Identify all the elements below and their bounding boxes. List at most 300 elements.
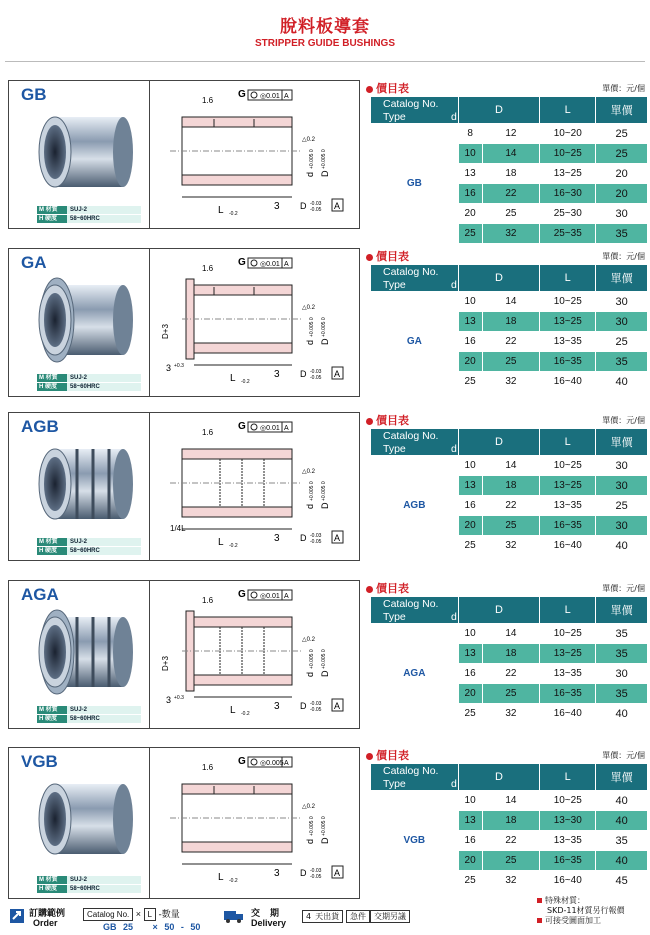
svg-text:G: G	[238, 257, 246, 268]
price-table-header	[366, 412, 645, 426]
svg-text:3: 3	[166, 363, 172, 373]
cell-d: 10	[458, 624, 482, 644]
cell-price: 35	[596, 624, 648, 644]
table-row	[371, 124, 648, 144]
bushing-photo	[27, 772, 135, 872]
svg-text:3: 3	[274, 369, 280, 380]
cell-L: 10~25	[540, 791, 596, 811]
svg-text:D: D	[320, 502, 330, 509]
cell-price: 40	[596, 536, 648, 556]
col-D: D	[458, 597, 540, 624]
svg-text:◎0.01: ◎0.01	[260, 261, 280, 268]
product-code: AGA	[21, 585, 59, 604]
cell-L: 16~35	[540, 516, 596, 536]
svg-text:D: D	[320, 170, 330, 177]
cell-L: 13~25	[540, 312, 596, 332]
qty-label: -數量	[158, 910, 180, 920]
cell-D: 18	[482, 644, 540, 664]
cell-d: 8	[458, 124, 482, 144]
svg-text:◎0.01: ◎0.01	[260, 425, 280, 432]
cell-price: 35	[596, 644, 648, 664]
svg-text:△0.2: △0.2	[302, 637, 315, 643]
cell-L: 16~35	[540, 684, 596, 704]
unit-label: 單價：元/個	[602, 84, 645, 93]
svg-text:1.6: 1.6	[202, 96, 214, 105]
title-divider	[5, 61, 645, 62]
svg-text:△0.2: △0.2	[302, 137, 315, 143]
cell-price: 45	[596, 871, 648, 891]
svg-text:A: A	[284, 93, 289, 100]
material-spec	[37, 876, 141, 894]
order-example: GB 25 × 50 - 50	[103, 922, 201, 932]
catalog-header: Catalog No. Type d	[371, 764, 459, 791]
unit-label: 單價：元/個	[602, 751, 645, 760]
price-table-header	[366, 580, 645, 594]
bushing-photo	[27, 273, 135, 373]
cell-D: 32	[482, 372, 540, 392]
col-L: L	[540, 97, 596, 124]
cell-L: 25~35	[540, 224, 596, 244]
cell-price: 20	[596, 184, 648, 204]
urgent-box: 急件	[346, 910, 370, 923]
cell-D: 32	[482, 871, 540, 891]
cell-d: 25	[458, 224, 482, 244]
cell-d: 10	[458, 144, 482, 164]
material-spec	[37, 538, 141, 556]
cell-price: 35	[596, 684, 648, 704]
cell-L: 13~35	[540, 831, 596, 851]
svg-text:+0.005 0: +0.005 0	[309, 481, 315, 501]
svg-text:+0.005 0: +0.005 0	[309, 317, 315, 337]
order-icon	[9, 908, 25, 926]
cell-price: 30	[596, 664, 648, 684]
cell-price: 35	[596, 352, 648, 372]
cell-price: 25	[596, 332, 648, 352]
product-code: AGB	[21, 417, 59, 436]
section-vgb	[5, 747, 645, 897]
cell-d: 13	[458, 811, 482, 831]
svg-text:A: A	[284, 593, 289, 600]
cell-d: 16	[458, 496, 482, 516]
svg-text:D: D	[300, 369, 307, 379]
cell-D: 32	[482, 536, 540, 556]
svg-text:D+3: D+3	[161, 324, 170, 339]
col-L: L	[540, 429, 596, 456]
technical-drawing	[150, 581, 358, 733]
cell-D: 22	[482, 664, 540, 684]
svg-text:-0.2: -0.2	[241, 379, 250, 385]
cell-price: 30	[596, 456, 648, 476]
product-figure-panel	[8, 80, 360, 229]
svg-text:d: d	[305, 503, 315, 509]
cell-d: 10	[458, 292, 482, 312]
cell-price: 40	[596, 704, 648, 724]
svg-text:△0.2: △0.2	[302, 305, 315, 311]
svg-text:d: d	[305, 171, 315, 177]
hardness-key: H 硬度	[37, 715, 67, 723]
cell-d: 13	[458, 164, 482, 184]
col-L: L	[540, 265, 596, 292]
section-agb	[5, 412, 645, 559]
bushing-photo	[27, 105, 135, 205]
svg-text:G: G	[238, 756, 246, 767]
cell-d: 20	[458, 851, 482, 871]
svg-text:G: G	[238, 589, 246, 600]
cell-L: 10~25	[540, 456, 596, 476]
col-price: 單價	[596, 265, 648, 292]
svg-text:1.6: 1.6	[202, 264, 214, 273]
cell-d: 10	[458, 791, 482, 811]
svg-text:A: A	[334, 369, 341, 379]
price-table-header	[366, 747, 645, 761]
col-price: 單價	[596, 429, 648, 456]
cell-D: 32	[482, 704, 540, 724]
svg-text:d: d	[305, 838, 315, 844]
svg-text:-0.05: -0.05	[310, 539, 322, 545]
catalog-header: Catalog No. Type d	[371, 429, 459, 456]
table-row	[371, 624, 648, 644]
svg-text:+0.005 0: +0.005 0	[321, 816, 327, 836]
cell-price: 25	[596, 124, 648, 144]
cell-D: 22	[482, 184, 540, 204]
price-table	[370, 96, 648, 244]
svg-text:+0.005 0: +0.005 0	[309, 816, 315, 836]
times-sign: ×	[135, 909, 142, 919]
svg-text:G: G	[238, 89, 246, 100]
technical-drawing	[150, 81, 358, 233]
cell-L: 16~40	[540, 704, 596, 724]
section-aga	[5, 580, 645, 727]
cell-D: 18	[482, 811, 540, 831]
cell-d: 20	[458, 684, 482, 704]
cell-L: 16~35	[540, 352, 596, 372]
price-table-title: 價目表	[366, 248, 409, 264]
svg-text:-0.2: -0.2	[229, 878, 238, 884]
svg-text:1/4L: 1/4L	[170, 524, 186, 533]
svg-text:+0.005 0: +0.005 0	[309, 149, 315, 169]
material-key: M 材質	[37, 206, 67, 214]
svg-text:3: 3	[274, 701, 280, 712]
col-D: D	[458, 265, 540, 292]
delivery-days-box: 4 天出貨	[302, 910, 343, 923]
cell-D: 25	[482, 204, 540, 224]
svg-text:+0.005 0: +0.005 0	[309, 649, 315, 669]
cell-D: 25	[482, 516, 540, 536]
cell-L: 13~30	[540, 811, 596, 831]
order-label-cn: 訂購範例	[29, 909, 66, 919]
cell-price: 40	[596, 851, 648, 871]
svg-text:◎0.01: ◎0.01	[260, 593, 280, 600]
cell-L: 16~30	[540, 184, 596, 204]
product-figure-panel	[8, 580, 360, 729]
cell-L: 16~40	[540, 871, 596, 891]
svg-text:L: L	[230, 705, 236, 716]
urgent-text: 交期另議	[370, 910, 410, 923]
hardness-value: 58~60HRC	[67, 215, 141, 223]
svg-text:-0.05: -0.05	[310, 207, 322, 213]
delivery-icon	[223, 908, 245, 926]
note-drawing-machining: 可接受圖面加工	[545, 916, 601, 925]
svg-text:A: A	[284, 425, 289, 432]
cell-d: 20	[458, 204, 482, 224]
cell-L: 16~40	[540, 536, 596, 556]
unit-label: 單價：元/個	[602, 252, 645, 261]
cell-d: 16	[458, 831, 482, 851]
cell-L: 10~25	[540, 624, 596, 644]
page-subtitle: STRIPPER GUIDE BUSHINGS	[254, 38, 396, 49]
col-price: 單價	[596, 97, 648, 124]
cell-price: 30	[596, 204, 648, 224]
cell-d: 13	[458, 644, 482, 664]
cell-price: 25	[596, 144, 648, 164]
svg-text:+0.005 0: +0.005 0	[321, 149, 327, 169]
cell-d: 25	[458, 372, 482, 392]
price-table-title: 價目表	[366, 580, 409, 596]
type-cell: GB	[371, 124, 459, 244]
cell-price: 25	[596, 496, 648, 516]
page-title: 脫料板導套	[280, 17, 370, 37]
type-cell: AGB	[371, 456, 459, 556]
cell-D: 32	[482, 224, 540, 244]
length-box: L	[144, 908, 156, 921]
svg-text:D: D	[300, 201, 307, 211]
cell-price: 30	[596, 516, 648, 536]
price-table-header	[366, 248, 645, 262]
svg-text:3: 3	[274, 201, 280, 212]
cell-D: 18	[482, 312, 540, 332]
hardness-key: H 硬度	[37, 215, 67, 223]
footer	[5, 896, 645, 934]
cell-L: 25~30	[540, 204, 596, 224]
svg-text:3: 3	[274, 533, 280, 544]
cell-D: 14	[482, 791, 540, 811]
cell-d: 20	[458, 352, 482, 372]
technical-drawing	[150, 748, 358, 903]
catalog-header: Catalog No. Type d	[371, 97, 459, 124]
svg-text:◎0.005: ◎0.005	[260, 760, 284, 767]
hardness-value: 58~60HRC	[67, 383, 141, 391]
cell-D: 14	[482, 144, 540, 164]
svg-text:A: A	[284, 760, 289, 767]
catalog-header: Catalog No. Type d	[371, 597, 459, 624]
cell-d: 13	[458, 312, 482, 332]
delivery-label-cn: 交期	[251, 909, 290, 919]
col-L: L	[540, 764, 596, 791]
svg-text:+0.005 0: +0.005 0	[321, 481, 327, 501]
col-D: D	[458, 764, 540, 791]
svg-text:D: D	[320, 837, 330, 844]
unit-label: 單價：元/個	[602, 584, 645, 593]
price-table	[370, 763, 648, 891]
hardness-key: H 硬度	[37, 885, 67, 893]
price-table-header	[366, 80, 645, 94]
section-gb	[5, 80, 645, 240]
material-spec	[37, 206, 141, 224]
svg-text:△0.2: △0.2	[302, 804, 315, 810]
material-value: SUJ-2	[67, 538, 141, 546]
cell-price: 40	[596, 372, 648, 392]
cell-D: 14	[482, 292, 540, 312]
type-cell: GA	[371, 292, 459, 392]
cell-d: 20	[458, 516, 482, 536]
svg-text:d: d	[305, 339, 315, 345]
cell-D: 18	[482, 476, 540, 496]
hardness-value: 58~60HRC	[67, 547, 141, 555]
svg-text:-0.2: -0.2	[229, 211, 238, 217]
col-price: 單價	[596, 597, 648, 624]
cell-d: 16	[458, 184, 482, 204]
cell-D: 14	[482, 624, 540, 644]
cell-L: 13~35	[540, 332, 596, 352]
svg-text:-0.2: -0.2	[241, 711, 250, 717]
cell-L: 13~35	[540, 496, 596, 516]
cell-D: 14	[482, 456, 540, 476]
svg-text:L: L	[230, 373, 236, 384]
cell-d: 25	[458, 704, 482, 724]
table-row	[371, 456, 648, 476]
section-ga	[5, 248, 645, 395]
cell-L: 10~20	[540, 124, 596, 144]
cell-L: 10~25	[540, 292, 596, 312]
catalog-no-box: Catalog No.	[83, 908, 133, 921]
cell-d: 25	[458, 536, 482, 556]
svg-text:L: L	[218, 872, 224, 883]
cell-D: 22	[482, 496, 540, 516]
svg-text:G: G	[238, 421, 246, 432]
svg-text:1.6: 1.6	[202, 763, 214, 772]
table-row	[371, 791, 648, 811]
svg-text:L: L	[218, 205, 224, 216]
svg-text:-0.03: -0.03	[310, 868, 322, 874]
material-value: SUJ-2	[67, 876, 141, 884]
delivery-label-en: Delivery	[251, 918, 287, 928]
price-table-title: 價目表	[366, 412, 409, 428]
cell-price: 40	[596, 811, 648, 831]
svg-text:A: A	[334, 868, 341, 878]
type-cell: VGB	[371, 791, 459, 891]
svg-text:A: A	[284, 261, 289, 268]
hardness-key: H 硬度	[37, 547, 67, 555]
material-spec	[37, 706, 141, 724]
product-figure-panel	[8, 412, 360, 561]
svg-text:△0.2: △0.2	[302, 469, 315, 475]
svg-text:-0.03: -0.03	[310, 533, 322, 539]
product-code: GB	[21, 85, 47, 104]
material-value: SUJ-2	[67, 206, 141, 214]
cell-D: 22	[482, 831, 540, 851]
price-table	[370, 428, 648, 556]
cell-D: 22	[482, 332, 540, 352]
cell-D: 25	[482, 352, 540, 372]
product-figure-panel	[8, 747, 360, 899]
cell-price: 30	[596, 312, 648, 332]
svg-text:A: A	[334, 701, 341, 711]
cell-price: 30	[596, 292, 648, 312]
cell-L: 13~35	[540, 664, 596, 684]
cell-price: 35	[596, 224, 648, 244]
svg-text:A: A	[334, 533, 341, 543]
svg-text:-0.05: -0.05	[310, 707, 322, 713]
cell-d: 10	[458, 456, 482, 476]
col-price: 單價	[596, 764, 648, 791]
price-table-title: 價目表	[366, 80, 409, 96]
price-table	[370, 596, 648, 724]
svg-text:-0.2: -0.2	[229, 543, 238, 549]
svg-text:D: D	[320, 338, 330, 345]
cell-L: 13~25	[540, 476, 596, 496]
technical-drawing	[150, 413, 358, 565]
unit-label: 單價：元/個	[602, 416, 645, 425]
material-value: SUJ-2	[67, 374, 141, 382]
svg-text:◎0.01: ◎0.01	[260, 93, 280, 100]
cell-L: 16~35	[540, 851, 596, 871]
svg-text:1.6: 1.6	[202, 596, 214, 605]
cell-D: 12	[482, 124, 540, 144]
material-value: SUJ-2	[67, 706, 141, 714]
svg-text:+0.3: +0.3	[174, 363, 184, 369]
cell-price: 20	[596, 164, 648, 184]
cell-d: 16	[458, 664, 482, 684]
svg-text:D: D	[300, 701, 307, 711]
col-D: D	[458, 429, 540, 456]
svg-text:3: 3	[274, 868, 280, 879]
cell-D: 25	[482, 851, 540, 871]
svg-text:D+3: D+3	[161, 656, 170, 671]
hardness-value: 58~60HRC	[67, 885, 141, 893]
svg-text:D: D	[320, 670, 330, 677]
material-key: M 材質	[37, 374, 67, 382]
cell-d: 16	[458, 332, 482, 352]
order-label-en: Order	[33, 918, 58, 928]
svg-text:A: A	[334, 201, 341, 211]
cell-price: 35	[596, 831, 648, 851]
svg-text:-0.03: -0.03	[310, 701, 322, 707]
cell-L: 16~40	[540, 372, 596, 392]
svg-text:d: d	[305, 671, 315, 677]
cell-d: 13	[458, 476, 482, 496]
note-skd11: SKD-11材質另行報價	[547, 906, 625, 915]
svg-text:L: L	[218, 537, 224, 548]
svg-text:-0.03: -0.03	[310, 369, 322, 375]
material-spec	[37, 374, 141, 392]
product-figure-panel	[8, 248, 360, 397]
bushing-photo	[27, 437, 135, 537]
hardness-value: 58~60HRC	[67, 715, 141, 723]
col-L: L	[540, 597, 596, 624]
svg-text:-0.05: -0.05	[310, 874, 322, 880]
hardness-key: H 硬度	[37, 383, 67, 391]
svg-text:-0.05: -0.05	[310, 375, 322, 381]
svg-text:D: D	[300, 533, 307, 543]
svg-text:+0.005 0: +0.005 0	[321, 649, 327, 669]
svg-text:-0.03: -0.03	[310, 201, 322, 207]
material-key: M 材質	[37, 706, 67, 714]
svg-text:+0.3: +0.3	[174, 695, 184, 701]
svg-text:+0.005 0: +0.005 0	[321, 317, 327, 337]
cell-L: 13~25	[540, 644, 596, 664]
cell-L: 13~25	[540, 164, 596, 184]
table-row	[371, 292, 648, 312]
product-code: GA	[21, 253, 47, 272]
price-table	[370, 264, 648, 392]
svg-text:D: D	[300, 868, 307, 878]
svg-text:3: 3	[166, 695, 172, 705]
cell-D: 25	[482, 684, 540, 704]
material-key: M 材質	[37, 538, 67, 546]
bushing-photo	[27, 605, 135, 705]
material-key: M 材質	[37, 876, 67, 884]
cell-L: 10~25	[540, 144, 596, 164]
